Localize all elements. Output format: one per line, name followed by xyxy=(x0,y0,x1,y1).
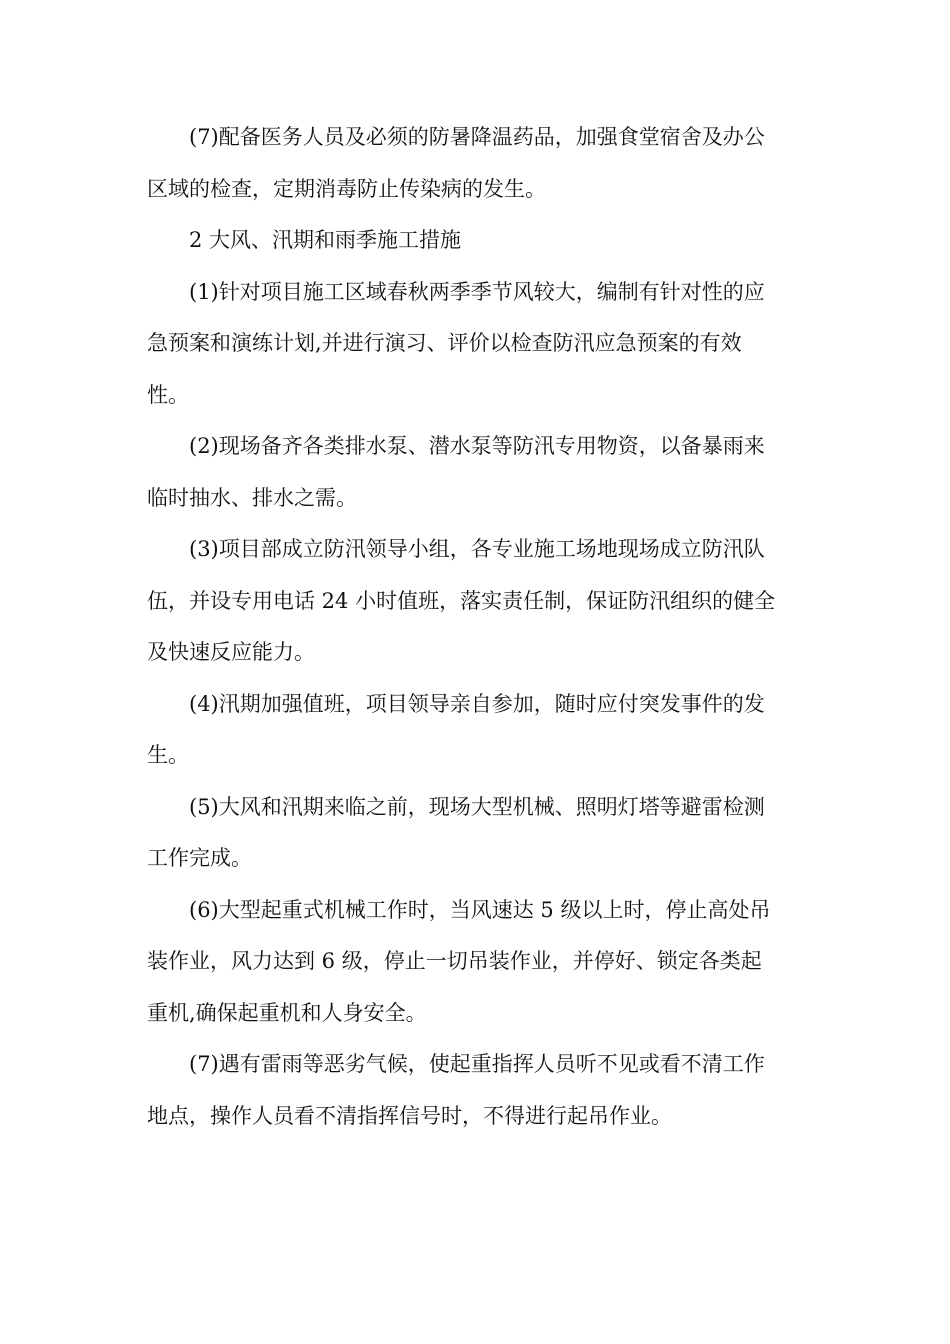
text-line: 生。 xyxy=(147,743,189,767)
text-line: 性。 xyxy=(147,382,189,407)
text-line: 临时抽水、排水之需。 xyxy=(147,485,357,510)
text-line: (1)针对项目施工区域春秋两季季节风较大，编制有针对性的应 xyxy=(189,279,765,304)
text-line: 工作完成。 xyxy=(147,846,252,870)
text-line: (2)现场备齐各类排水泵、潜水泵等防汛专用物资，以备暴雨来 xyxy=(189,434,765,458)
text-line: 及快速反应能力。 xyxy=(147,640,315,664)
paragraph xyxy=(147,679,807,782)
text-line: 区域的检查，定期消毒防止传染病的发生。 xyxy=(147,176,546,201)
text-line: 装作业，风力达到 6 级，停止一切吊装作业，并停好、锁定各类起 xyxy=(147,949,762,973)
text-line: (7)配备医务人员及必须的防暑降温药品，加强食堂宿舍及办公 xyxy=(189,125,765,149)
paragraph xyxy=(147,421,807,524)
text-line: 2 大风、汛期和雨季施工措施 xyxy=(189,228,462,252)
text-line: 重机,确保起重机和人身安全。 xyxy=(147,1000,427,1025)
text-line: (3)项目部成立防汛领导小组，各专业施工场地现场成立防汛队 xyxy=(189,537,765,561)
text-line: (4)汛期加强值班，项目领导亲自参加，随时应付突发事件的发 xyxy=(189,691,765,716)
paragraph xyxy=(147,215,807,267)
text-line: 伍，并设专用电话 24 小时值班，落实责任制，保证防汛组织的健全 xyxy=(147,588,776,613)
paragraph xyxy=(147,1039,807,1142)
text-line: 地点，操作人员看不清指挥信号时，不得进行起吊作业。 xyxy=(147,1103,672,1128)
text-line: (7)遇有雷雨等恶劣气候，使起重指挥人员听不见或看不清工作 xyxy=(189,1052,765,1076)
text-line: (5)大风和汛期来临之前，现场大型机械、照明灯塔等避雷检测 xyxy=(189,794,765,819)
paragraph xyxy=(147,524,807,679)
text-line: (6)大型起重式机械工作时，当风速达 5 级以上时，停止高处吊 xyxy=(189,897,771,922)
paragraph xyxy=(147,267,807,422)
paragraph xyxy=(147,112,807,215)
paragraph xyxy=(147,782,807,885)
text-line: 急预案和演练计划,并进行演习、评价以检查防汛应急预案的有效 xyxy=(147,331,742,355)
paragraph xyxy=(147,885,807,1040)
document-body xyxy=(147,112,807,1142)
